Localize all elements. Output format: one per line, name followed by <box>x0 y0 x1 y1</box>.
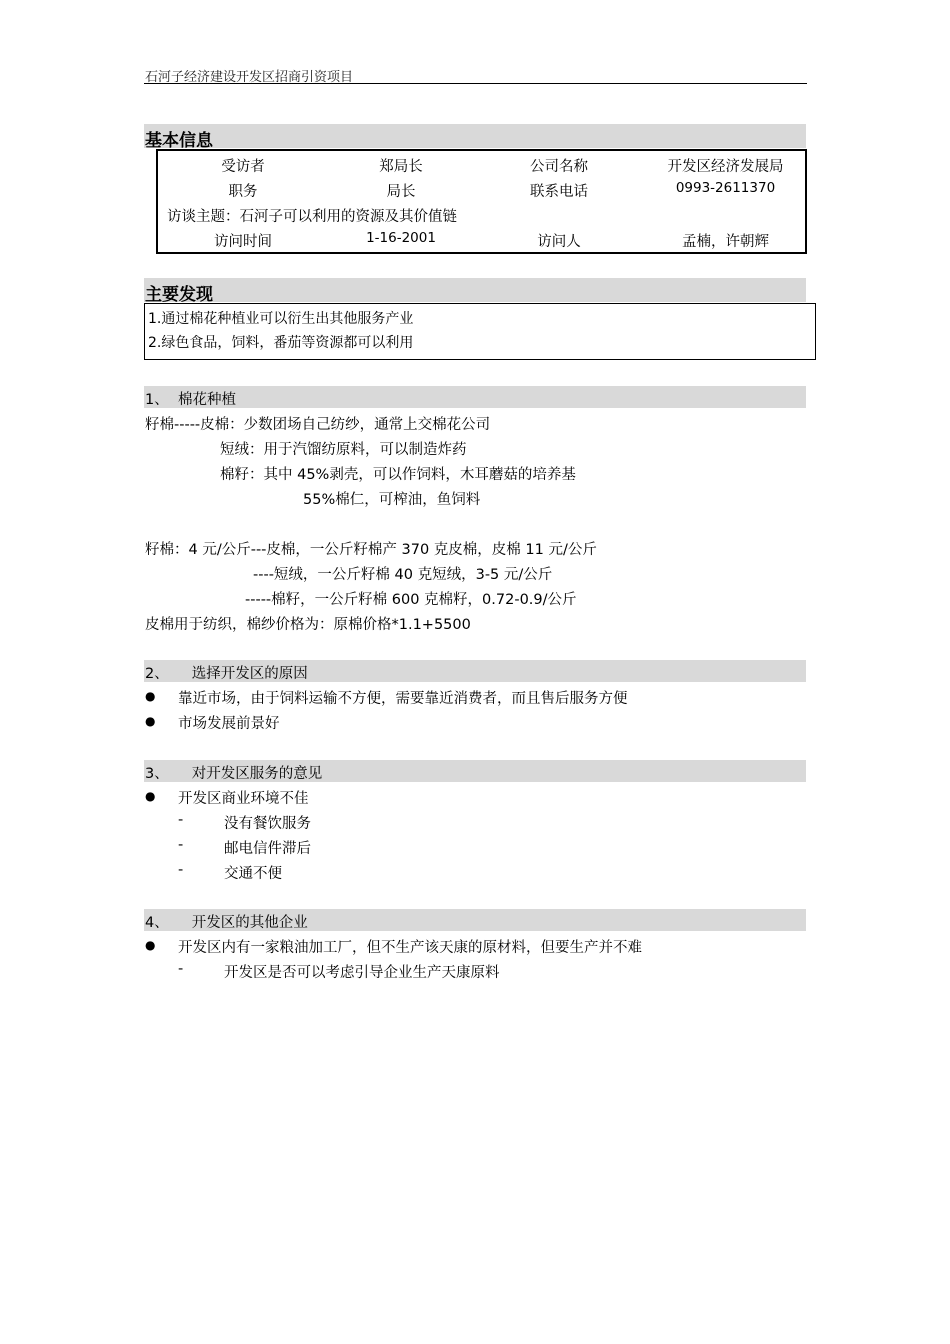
bullet-icon: ● <box>145 789 156 803</box>
dash-icon: - <box>178 812 184 828</box>
cotton-price-line-3: -----棉籽，一公斤籽棉 600 克棉籽，0.72-0.9/公斤 <box>245 592 577 608</box>
cotton-line-2: 短绒：用于汽馏纺原料，可以制造炸药 <box>220 442 467 458</box>
basic-info-table <box>156 149 807 254</box>
label-visitor: 访问人 <box>537 234 581 250</box>
label-position: 职务 <box>228 184 258 200</box>
section-2-title: 2、 选择开发区的原因 <box>145 666 308 682</box>
dash-icon: - <box>178 837 184 853</box>
enterprise-item: 开发区内有一家粮油加工厂，但不生产该天康的原材料，但要生产并不难 <box>178 940 642 956</box>
value-visitor: 孟楠，许朝辉 <box>682 234 769 250</box>
section-1-title: 1、 棉花种植 <box>145 392 236 408</box>
header-rule <box>144 83 807 84</box>
cotton-line-1: 籽棉-----皮棉：少数团场自己纺纱，通常上交棉花公司 <box>145 417 491 433</box>
finding-item-2: 2.绿色食品，饲料，番茄等资源都可以利用 <box>148 335 414 351</box>
section-4-title: 4、 开发区的其他企业 <box>145 915 308 931</box>
cotton-price-line-2: ----短绒，一公斤籽棉 40 克短绒，3-5 元/公斤 <box>253 567 553 583</box>
bullet-icon: ● <box>145 689 156 703</box>
value-interviewee: 郑局长 <box>379 159 423 175</box>
finding-item-1: 1.通过棉花种植业可以衍生出其他服务产业 <box>148 311 414 327</box>
basic-info-title: 基本信息 <box>145 131 213 151</box>
section-1-bar <box>144 386 806 408</box>
label-company: 公司名称 <box>530 159 588 175</box>
label-phone: 联系电话 <box>530 184 588 200</box>
opinion-sub-2: 邮电信件滞后 <box>224 841 311 857</box>
cotton-line-4: 55%棉仁，可榨油，鱼饲料 <box>303 492 481 508</box>
reason-item-1: 靠近市场，由于饲料运输不方便，需要靠近消费者，而且售后服务方便 <box>178 691 628 707</box>
basic-info-bar <box>144 124 806 148</box>
label-interviewee: 受访者 <box>221 159 265 175</box>
value-visit-time: 1-16-2001 <box>366 230 436 246</box>
cotton-price-line-4: 皮棉用于纺织，棉纱价格为：原棉价格*1.1+5500 <box>145 617 471 633</box>
reason-item-2: 市场发展前景好 <box>178 716 280 732</box>
value-phone: 0993-2611370 <box>675 180 776 196</box>
bullet-icon: ● <box>145 714 156 728</box>
value-position: 局长 <box>386 184 416 200</box>
findings-box <box>144 303 816 360</box>
dash-icon: - <box>178 862 184 878</box>
opinion-sub-3: 交通不便 <box>224 866 282 882</box>
interview-topic: 访谈主题：石河子可以利用的资源及其价值链 <box>167 209 457 225</box>
section-3-title: 3、 对开发区服务的意见 <box>145 766 323 782</box>
cotton-price-line-1: 籽棉：4 元/公斤---皮棉，一公斤籽棉产 370 克皮棉，皮棉 11 元/公斤 <box>145 542 597 558</box>
dash-icon: - <box>178 961 184 977</box>
findings-bar <box>144 278 806 302</box>
value-company: 开发区经济发展局 <box>667 159 784 175</box>
document-header-title: 石河子经济建设开发区招商引资项目 <box>145 70 354 85</box>
cotton-line-3: 棉籽：其中 45%剥壳，可以作饲料，木耳蘑菇的培养基 <box>220 467 576 483</box>
opinion-sub-1: 没有餐饮服务 <box>224 816 311 832</box>
bullet-icon: ● <box>145 938 156 952</box>
opinion-item: 开发区商业环境不佳 <box>178 791 309 807</box>
findings-title: 主要发现 <box>145 285 213 305</box>
label-visit-time: 访问时间 <box>214 234 272 250</box>
enterprise-sub: 开发区是否可以考虑引导企业生产天康原料 <box>224 965 500 981</box>
